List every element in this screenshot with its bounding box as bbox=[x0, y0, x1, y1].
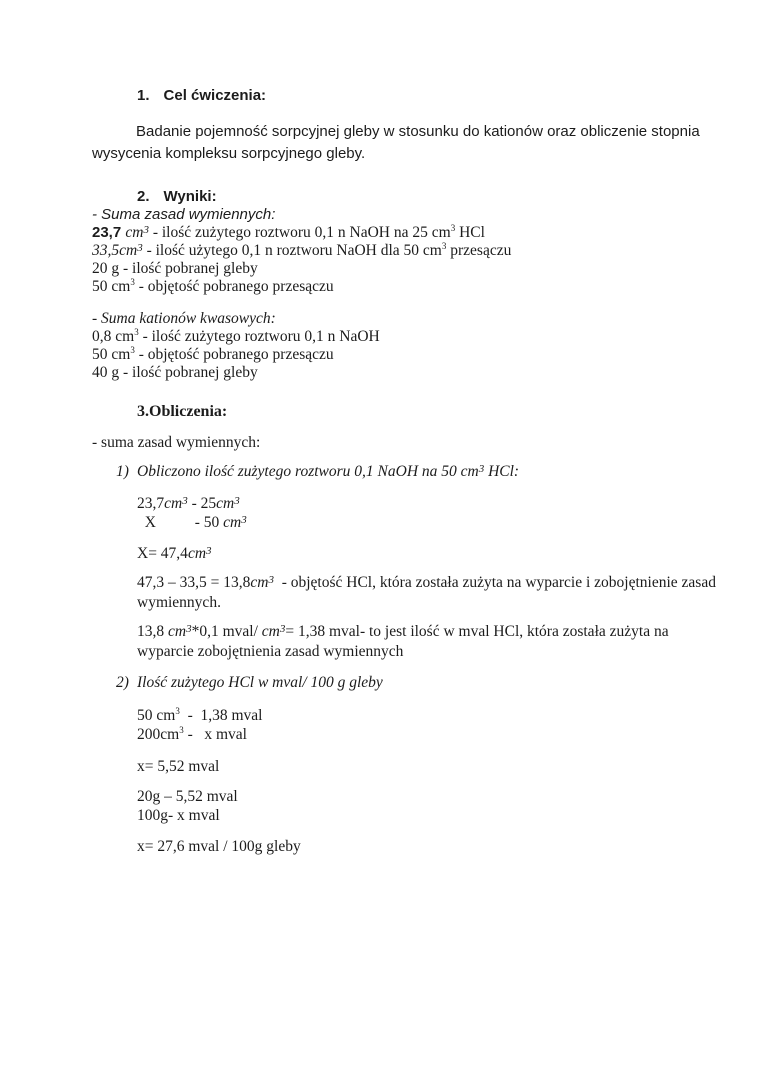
list-text bbox=[137, 674, 383, 691]
calc-item-1 bbox=[116, 462, 742, 481]
zasady-header: - Suma zasad wymiennych: bbox=[92, 206, 276, 223]
text-run: 200cm bbox=[137, 726, 180, 743]
text-run: cm bbox=[125, 224, 144, 241]
list-marker: 2) bbox=[116, 674, 129, 691]
data-line bbox=[92, 260, 742, 278]
heading-number: 2. bbox=[137, 188, 150, 205]
paragraph-line: wysycenia kompleksu sorpcyjnego gleby. bbox=[92, 145, 366, 162]
text-run: 33,5cm bbox=[92, 242, 138, 259]
text-run: - objętość pobranego przesączu bbox=[134, 278, 334, 295]
text-run: 3 bbox=[134, 327, 139, 337]
text-run: 47,3 – 33,5 = 13,8 bbox=[137, 574, 251, 591]
text-run: 0,8 cm bbox=[92, 328, 135, 345]
text-run: Ilość zużytego HCl w mval/ 100 g gleby bbox=[137, 674, 383, 691]
text-run: - 25 bbox=[187, 495, 217, 512]
text-run: 23,7 bbox=[137, 495, 165, 512]
text-run: - objętość pobranego przesączu bbox=[134, 346, 334, 363]
heading-wyniki bbox=[137, 187, 742, 206]
formula-line bbox=[137, 725, 742, 744]
paragraph-line bbox=[137, 573, 742, 593]
data-line bbox=[92, 364, 742, 382]
text-run: cm bbox=[168, 623, 187, 640]
para-mval-hcl bbox=[137, 622, 742, 662]
text-run: = 1,38 mval- to jest ilość w mval HCl, która została zużyta na bbox=[285, 623, 669, 640]
text-run: 3 bbox=[182, 495, 188, 507]
data-line bbox=[92, 346, 742, 364]
text-run: 3 bbox=[478, 463, 485, 475]
text-run: 3 bbox=[130, 345, 135, 355]
text-run: - ilość użytego 0,1 n roztworu NaOH dla 50 cm bbox=[142, 242, 442, 259]
text-run: Obliczono ilość zużytego roztworu 0,1 NaOH na 50 cm bbox=[137, 463, 479, 480]
text-run: 3 bbox=[241, 514, 247, 526]
text-run: 20g – 5,52 mval bbox=[137, 788, 238, 805]
formula-line bbox=[137, 787, 742, 806]
text-run: 50 cm bbox=[137, 707, 176, 724]
text-run: 3 bbox=[143, 224, 149, 236]
kationy-kwasowe-block bbox=[92, 310, 742, 382]
result-x-276 bbox=[137, 837, 742, 856]
text-run: 3 bbox=[137, 242, 143, 254]
text-run: 3 bbox=[179, 725, 184, 735]
text-run: x= 27,6 mval / 100g gleby bbox=[137, 838, 301, 855]
text-run: - ilość zużytego roztworu 0,1 n NaOH na 25 cm bbox=[148, 224, 451, 241]
text-run: 40 g - ilość pobranej gleby bbox=[92, 364, 258, 381]
intro-paragraph bbox=[92, 121, 742, 165]
text-run: 50 cm bbox=[92, 346, 131, 363]
text-run: 3 bbox=[175, 706, 180, 716]
heading-number: 1. bbox=[137, 87, 150, 104]
text-run: 100g- x mval bbox=[137, 807, 220, 824]
data-line bbox=[92, 224, 742, 242]
paragraph-line bbox=[137, 622, 742, 642]
text-run: przesączu bbox=[446, 242, 512, 259]
text-run: HCl: bbox=[484, 463, 520, 480]
data-line bbox=[92, 242, 742, 260]
result-x-474 bbox=[137, 544, 742, 563]
heading-cel-cwiczenia bbox=[137, 86, 742, 105]
text-run: 3 bbox=[450, 223, 456, 233]
paragraph-line: Badanie pojemność sorpcyjnej gleby w stosunku do kationów oraz obliczenie stopnia bbox=[136, 123, 700, 140]
formula-line bbox=[137, 706, 742, 725]
text-run: cm bbox=[223, 514, 242, 531]
heading-title: Cel ćwiczenia: bbox=[163, 87, 267, 104]
proportion-naoh bbox=[137, 494, 742, 532]
text-run: - ilość zużytego roztworu 0,1 n NaOH bbox=[138, 328, 380, 345]
text-run: 50 cm bbox=[92, 278, 131, 295]
text-run: 3 bbox=[206, 545, 212, 557]
formula-line bbox=[137, 513, 742, 532]
text-run: HCl bbox=[455, 224, 485, 241]
heading-title: Wyniki: bbox=[163, 188, 217, 205]
text-run: 3 bbox=[268, 574, 274, 586]
text-run: 3 bbox=[234, 495, 240, 507]
text-run: 3 bbox=[130, 277, 135, 287]
text-run: - 1,38 mval bbox=[179, 707, 263, 724]
list-marker: 1) bbox=[116, 463, 129, 480]
kwasowe-header: - Suma kationów kwasowych: bbox=[92, 310, 276, 327]
heading-obliczenia: 3.Obliczenia: bbox=[137, 403, 228, 420]
formula-line bbox=[137, 806, 742, 825]
text-run: - objętość HCl, która została zużyta na wyparcie i zobojętnienie zasad bbox=[273, 574, 716, 591]
data-line bbox=[92, 278, 742, 296]
data-line bbox=[92, 328, 742, 346]
text-run: wyparcie zobojętnienia zasad wymiennych bbox=[137, 643, 404, 660]
text-run: wymiennych. bbox=[137, 594, 221, 611]
text-run: *0,1 mval/ bbox=[191, 623, 262, 640]
paragraph-line bbox=[137, 642, 742, 662]
result-x-552 bbox=[137, 757, 742, 776]
paragraph-line bbox=[137, 593, 742, 613]
text-run: 3 bbox=[186, 623, 192, 635]
formula-line bbox=[137, 494, 742, 513]
text-run: - x mval bbox=[183, 726, 247, 743]
proportion-hcl-mval bbox=[137, 706, 742, 744]
text-run: cm bbox=[250, 574, 269, 591]
text-run: cm bbox=[261, 623, 280, 640]
text-run: x= 5,52 mval bbox=[137, 758, 220, 775]
text-run: 23,7 bbox=[92, 224, 126, 241]
text-run: cm bbox=[187, 545, 207, 562]
list-text bbox=[137, 463, 519, 480]
text-run: 3 bbox=[279, 623, 286, 635]
text-run: cm bbox=[216, 495, 235, 512]
zasady-wymienne-block bbox=[92, 206, 742, 296]
proportion-gleba bbox=[137, 787, 742, 825]
calc-item-2 bbox=[116, 673, 742, 692]
text-run: cm bbox=[164, 495, 183, 512]
result-line bbox=[137, 837, 742, 856]
text-run: X= 47,4 bbox=[137, 545, 188, 562]
subheader-suma-zasad: - suma zasad wymiennych: bbox=[92, 434, 261, 451]
result-line bbox=[137, 544, 742, 563]
para-hcl-volume bbox=[137, 573, 742, 613]
text-run: 3 bbox=[441, 241, 447, 251]
text-run: X - 50 bbox=[137, 514, 224, 531]
text-run: 20 g - ilość pobranej gleby bbox=[92, 260, 258, 277]
result-line bbox=[137, 757, 742, 776]
text-run: 13,8 bbox=[137, 623, 168, 640]
